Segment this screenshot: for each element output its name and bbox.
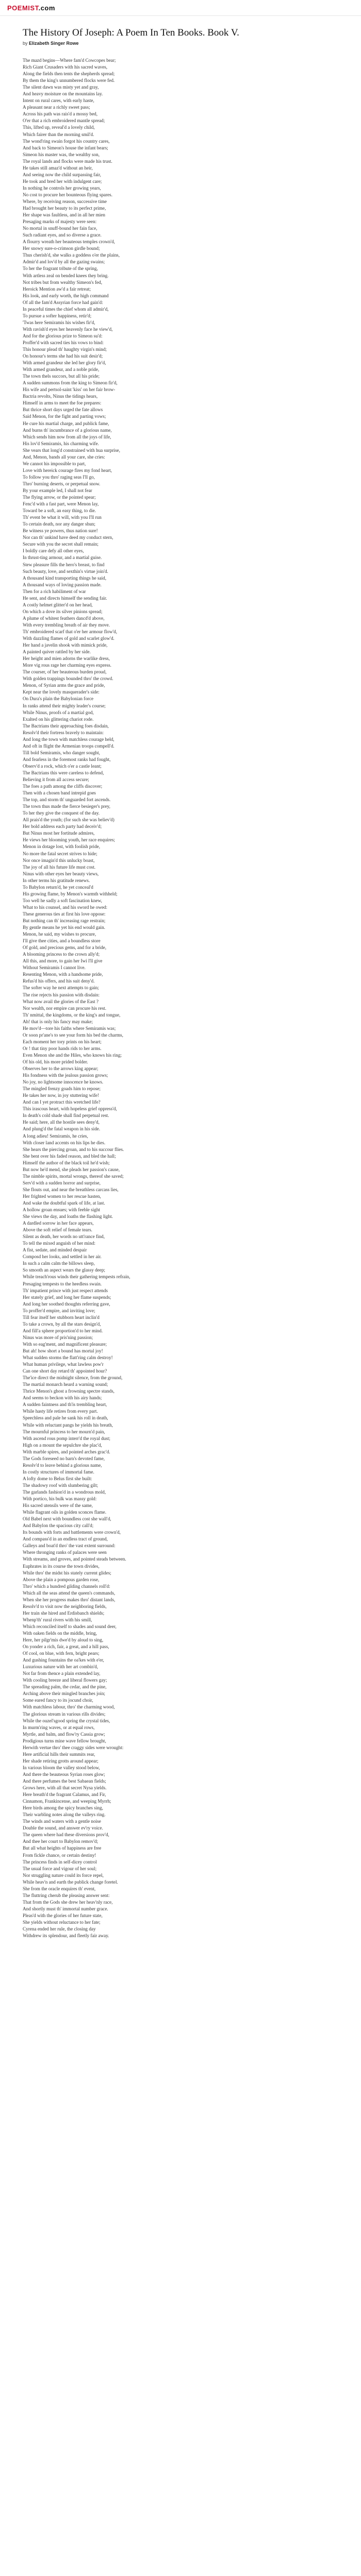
poem-line: He takes still amaz'd without an heir,	[23, 165, 93, 171]
poem-line: While thro' the midst his stately current glides;	[23, 1570, 111, 1575]
poem-line: Of cool, on blue, with fern, bright pears;	[23, 1651, 100, 1656]
poem-line: With armed grandeur, and a noble pride,	[23, 367, 100, 372]
poem-line: 'Twas here Semiramis his wishes fir'd,	[23, 319, 95, 325]
poem-line: With ascend rous pomp interr'd the royal dust;	[23, 1435, 110, 1441]
poem-line: But ah! how short a bound has mortal joy!	[23, 1348, 103, 1353]
poem-line: The Gods foreseed no barn's devoted fame,	[23, 1455, 105, 1461]
poem-line: By gentle means he yet his end would gain.	[23, 925, 105, 930]
poem-line: These generous ties at first his love oppose:	[23, 911, 106, 917]
poem-line: The mingled frenzy goads him to repose;	[23, 1086, 101, 1092]
poem-line: Here, her pilgr'mis dwe'd by aloud to sing,	[23, 1637, 104, 1643]
poem-line: To certain death, nor any danger shun;	[23, 521, 95, 527]
poem-line: While Ninus, proofs of a martial god,	[23, 709, 94, 715]
poem-line: Cyrena ended her rule, the closing day	[23, 1926, 96, 1932]
poem-line: To proffer'd empire, and inviting love;	[23, 1308, 95, 1313]
poem-line: All prais'd the youth; (for such she was believ'd)	[23, 817, 114, 823]
poem-line: Double the sound, and answer ev'ry voice.	[23, 1825, 103, 1831]
poem-line: His look, and early worth, the high command	[23, 293, 109, 298]
poem-line: Believing it from all access secure;	[23, 777, 89, 783]
poem-line: A pleasant near a richly sweet pass;	[23, 105, 90, 110]
poem-line: Arching above their mingled branches join;	[23, 1691, 105, 1697]
poem-line: Resenting Menon, with a handsome pride,	[23, 972, 103, 977]
poem-line: High on a mount the sepulchre she plac'd,	[23, 1442, 102, 1448]
poem-line: Secure with you the secret shall remain;	[23, 541, 99, 547]
poem-line: The town thus made the fierce besieger's prey,	[23, 804, 110, 809]
poem-line: Observ'd a rock, which o'er a castle leant;	[23, 763, 102, 769]
poem-line: Her height and mien adorns the warlike dress,	[23, 656, 110, 662]
poem-line: And for the glorious prize to Simeon su'd:	[23, 333, 103, 338]
poem-line: With oaken fields on the middle, bring,	[23, 1630, 97, 1636]
poem-line: Speechless and pale he sank his roll in death,	[23, 1415, 108, 1421]
poem-line: And back to Simeon's house the infant bears;	[23, 145, 108, 150]
poem-line: Her shade retiring grotts around appear;	[23, 1758, 99, 1764]
poem-line: No cost to procure her bounteous flying spares.	[23, 192, 113, 197]
poem-line: Which fairer than the morning smil'd.	[23, 131, 94, 137]
poem-line: Her frighted women to her rescue hasten,	[23, 1193, 101, 1199]
poem-line: The courser, of her beauteous burden proud,	[23, 669, 107, 675]
poem-line: To tell the mixed anguish of her mind:	[23, 1241, 95, 1246]
poem-line: Th' impatient prince with just respect attends	[23, 1287, 108, 1293]
poem-line: That from the Gods she drew her heav'nly race,	[23, 1899, 113, 1905]
poem-line: The'ice direct the midnight silence, from the ground,	[23, 1375, 123, 1381]
poem-line: In ranks attend their mighty leader's course;	[23, 703, 106, 708]
poem-line: In thrust-ting armour, and a martial guise.	[23, 555, 102, 561]
poem-line: Refus'd his offers, and his suit deny'd.	[23, 978, 95, 984]
poem-line: A sudden faintness and th'is trembling heart,	[23, 1402, 107, 1408]
header-bar	[0, 0, 361, 16]
poem-line: On Dura's plain the Babylonian force	[23, 696, 94, 702]
poem-line: The spreading palm, the cedar, and the pine,	[23, 1684, 107, 1690]
poem-line: With golden trappings bounded thro' the crowd.	[23, 676, 113, 682]
poem-line: Or ! that tiny poor hands rids to her arms.	[23, 1045, 102, 1051]
poem-line: Be witness ye powers, thus nation sure!	[23, 528, 98, 534]
poem-line: Then for a rich habiliment of war	[23, 588, 86, 594]
poem-line: With portico, his bulk was massy gold:	[23, 1496, 97, 1502]
poem-line: With ravish'd eyes her heavenly face he view'd,	[23, 326, 113, 332]
poem-line: This, lifted up, reveal'd a lovely child,	[23, 125, 95, 130]
poem-line: Prodigious turns mine wave fellow brought,	[23, 1738, 106, 1743]
poem-line: Had brought her beauty to its perfect prime,	[23, 206, 106, 211]
poem-line: A sudden summons from the king to Simeon fir'd,	[23, 380, 118, 386]
poem-line: And thee her court to Babylon remov'd;	[23, 1839, 99, 1844]
poem-line: Heroick Mention aw'd a fair retreat;	[23, 286, 91, 292]
poem-line: What sudden storms the flatt'ring calm destroy!	[23, 1355, 113, 1361]
poem-line: Simeon his master was, the wealthy son,	[23, 151, 100, 157]
poem-line: Stew pleasure fills the hero's breast, to find	[23, 562, 105, 567]
poem-line: And heavy moisture on the mountains lay.	[23, 91, 103, 97]
poem-line: His wife and pertsol-saint 'kiss' on her fair brow-	[23, 387, 116, 393]
poem-line: And compass'd in an endless tract of ground,	[23, 1536, 108, 1542]
poem-line: And there perfumes the best Sabaean fields;	[23, 1778, 106, 1784]
poem-line: When she her progress makes thro' distant lands,	[23, 1597, 116, 1602]
byline-prefix: by	[23, 41, 28, 46]
poem-line: And there the beauteous Syrian roses glow;	[23, 1771, 105, 1777]
poem-line: Above the plain a pompous garden rose,	[23, 1577, 100, 1582]
poem-line: Her stately grief, and long her flame suspends;	[23, 1294, 111, 1300]
poem-line: Admir'd and lov'd by all the gazing swains;	[23, 259, 105, 265]
poem-line: While flagrant oils in golden sconces flame.	[23, 1510, 107, 1515]
poem-line: Each moment her tory prints on his heart;	[23, 1039, 102, 1044]
poem-line: The princess finds in self-dicey control	[23, 1859, 97, 1865]
poem-line: A thousand ways of loving passion made.	[23, 582, 102, 587]
poem-line: Intent on rural cares, with early haste,	[23, 98, 94, 104]
poem-line: And gushing fountains the oa'kes with e'er,	[23, 1657, 104, 1663]
poem-line: Her shape was faultless, and in all her mien	[23, 212, 105, 218]
poem-line: And fearless in the foremost ranks had fought,	[23, 756, 111, 762]
poem-line: To her the fragrant tribute of the spring,	[23, 266, 98, 272]
poem-line: She hears the piercing groan, and to his succour flies.	[23, 1146, 124, 1152]
poem-line: The wond'ring swain forgot his country cares,	[23, 138, 110, 144]
poem-line: Can one short day retard th' appointed hour?	[23, 1368, 107, 1374]
poem-line: Too well he sadly a soft fascination knew,	[23, 897, 102, 903]
poem-line: The glorious stream in various rills divides;	[23, 1711, 106, 1717]
poem-line: She views the day, and loaths the flashing light.	[23, 1214, 113, 1219]
poem-line: While treach'rous winds their gathering tempests refrain,	[23, 1274, 130, 1280]
poem-line: And plung'd the fatal weapon in his side.	[23, 1126, 101, 1132]
poem-line: Nor wealth, nor empire can procure his rest.	[23, 1005, 106, 1011]
poem-line: We cannot his impossible to part,	[23, 461, 86, 466]
author-link[interactable]: Elizabeth Singer Rowe	[29, 41, 79, 46]
poem-byline	[23, 41, 338, 46]
poem-line: But nothing can th' increasing rage restrain;	[23, 918, 106, 923]
poem-line: With cooling breeze and liberal flowers gay;	[23, 1677, 107, 1683]
poem-line: The flying arrow, or the pointed spear;	[23, 495, 96, 500]
poem-line: The queen where had these diversions prov'd,	[23, 1832, 109, 1838]
poem-line: Luxurious nature with her art combin'd,	[23, 1664, 99, 1670]
poem-line: Nor once imagin'd this unlucky boast,	[23, 857, 95, 863]
poem-line: On yonder a rich, fair, a great, and a hill pass,	[23, 1644, 109, 1650]
poem-line: With artless zeal on bended knees they bring.	[23, 273, 109, 278]
poem-line: So smooth an aspect wears the glassy deep;	[23, 1267, 105, 1273]
poem-line: Menon in dotage lost, with foolish pride,	[23, 844, 101, 850]
poem-line: Observes her to the arrows king appear;	[23, 1066, 99, 1072]
poem-line: He took and bred her with indulgent care;	[23, 178, 102, 184]
poem-line: In murm'ring waves, or at equal rows,	[23, 1724, 95, 1730]
poem-line: She flouts out, and near the breathless carcass lies,	[23, 1187, 119, 1192]
poem-line: This honour plead th' haughty virgin's mind;	[23, 347, 107, 352]
poem-line: And seems to beckon with his airy hands;	[23, 1395, 102, 1401]
poem-line: In nothing he controls her growing years,	[23, 185, 101, 191]
poem-line: Their warbling notes along the valleys ring.	[23, 1812, 106, 1818]
poem-line: In death's cold shade shall find perpetual rest.	[23, 1113, 109, 1118]
poem-line: To take a crown, by all the stars design'd,	[23, 1321, 101, 1327]
poem-line: He sent, and directs himself the sending fair.	[23, 595, 107, 601]
poem-line: Rich Giant Crusaders with his sacred waves,	[23, 64, 108, 70]
poem-line: Nor can th' unkind have deed my conduct stern,	[23, 535, 113, 540]
poem-line: While the ouzel'sgood spring the crystal tides,	[23, 1718, 110, 1723]
poem-line: The shadowy roof with slumbering gilt;	[23, 1482, 99, 1488]
poem-line: Ninus with other eyes her beauty views,	[23, 871, 99, 876]
poem-line: Toward be a soft, an easy thing, to die.	[23, 508, 96, 514]
poem-line: While heav'n and earth the publick change foretel.	[23, 1879, 118, 1885]
poem-line: Thro' burning deserts, or perpetual snow.	[23, 481, 101, 486]
poem-line: And can I yet protract this wretched life?	[23, 1099, 101, 1105]
poem-line: Kept near the lovely masquerader's side:	[23, 689, 100, 695]
poem-line: And shortly must th' immortal number grace.	[23, 1906, 108, 1911]
poem-line: With closer land accents on his lips he dies.	[23, 1140, 106, 1145]
site-logo[interactable]: POEMIST.com	[7, 4, 55, 12]
poem-line: Then with a chosen band intrepid goes	[23, 790, 96, 796]
poem-line: The Bactrians this were careless to defend,	[23, 770, 104, 775]
poem-line: Her bold address each party had deceiv'd;	[23, 824, 102, 829]
poem-line: Above the soft relief of female tears.	[23, 1227, 92, 1233]
poem-line: But thrice short days urged the fate allows	[23, 407, 103, 413]
poem-line: Euphrates in its course the town divides,	[23, 1563, 100, 1569]
poem-line: Which reconciled itself to shades and sound deer,	[23, 1623, 117, 1629]
poem-line: And oft in flight the Armenian troops compell'd.	[23, 743, 114, 749]
poem-line: The royal lands and flocks were made his trust.	[23, 158, 112, 164]
poem-line: The martial monarch heard a warning sound;	[23, 1382, 108, 1387]
poem-line: The Bactrians their approaching foes disdain,	[23, 723, 109, 728]
poem-line: Which sends him now from all the joys of life,	[23, 434, 111, 439]
poem-line: A fist, sedate, and minded despair	[23, 1247, 87, 1253]
poem-line: A flourry wreath her beauteous temples crown'd,	[23, 239, 115, 245]
poem-line: What now avail the glories of the East ?	[23, 998, 99, 1004]
poem-line: Grows here, with all that secret Nysa yields.	[23, 1785, 107, 1791]
poem-line: Which all the seas attend the queen's commands,	[23, 1590, 116, 1596]
poem-line: Or soon pr'ane's to see your form his bed the charms,	[23, 1032, 123, 1038]
poem-line: Where, by receiving reason, successive time	[23, 198, 107, 204]
poem-line: A hollow groan ensues; with feeble sight	[23, 1207, 101, 1213]
poem-line: To her they give the conquest of the day.	[23, 810, 100, 816]
poem-line: Presaging marks of majesty were seen:	[23, 219, 97, 225]
poem-title: The History Of Joseph: A Poem In Ten Books. Book V.	[23, 27, 239, 38]
poem-line: Of his old, his more prided bolder.	[23, 1059, 88, 1064]
poem-line: Resolv'd to leave behind a glorious name,	[23, 1462, 102, 1468]
poem-line: Myrtle, and balm, and flow'ry Cassia grow;	[23, 1731, 105, 1737]
poem-line: Nor struggling nature could its force repel,	[23, 1872, 104, 1878]
poem-line: He takes her now, in joy stuttering wife!	[23, 1093, 99, 1098]
poem-line: Presaging tempests to the heedless swain.	[23, 1281, 102, 1286]
poem-line: Her train she hired and Erdisbanch shields;	[23, 1610, 105, 1616]
poem-line: Serv'd with a sudden horror and surprise,	[23, 1180, 101, 1185]
poem-line: While hasty life retires from every part.	[23, 1409, 98, 1414]
poem-line: Her snowy sure-o-crimson girdle bound;	[23, 246, 100, 251]
poem-line: Menon, he said, my wishes to procure,	[23, 931, 96, 937]
poem-line: Across his path was rais'd a mossy bed,	[23, 111, 98, 117]
poem-line: Without Semiramis I cannot live.	[23, 965, 86, 971]
poem-line: A long adieu! Semiramis, he cries,	[23, 1133, 88, 1139]
poem-line: By your example led, I shall not fear	[23, 488, 92, 493]
poem-line: Composd her looks, and settled in her air.	[23, 1254, 102, 1260]
poem-line: No more the fatal secret strives to hide;	[23, 851, 97, 856]
poem-line: With matchless labour, thro' the charming wood,	[23, 1704, 115, 1710]
poem-line: This irascous heart, with hopeless grief oppress'd,	[23, 1106, 117, 1112]
poem-line: By them the king's unnumbered flocks were fed.	[23, 78, 115, 83]
poem-line: And Babylon the spacious city call'd;	[23, 1523, 94, 1529]
poem-line: Ah! that is only his fancy may make;	[23, 1019, 93, 1024]
poem-line: A dardled sorrow in her face appears,	[23, 1221, 94, 1226]
poem-line: The mazd begins—Where fam'd Cowcopes bear;	[23, 58, 116, 63]
poem-line: Silent as death, her words no utt'rance find,	[23, 1234, 105, 1240]
poem-line: But now he'd mend, she pleads her passion's cause,	[23, 1166, 120, 1172]
poem-line: The foes a path among the cliffs discover;	[23, 784, 103, 789]
poem-line: He mov'd—tore his faiths where Semiramis was;	[23, 1025, 116, 1031]
poem-line: Proffer'd with sacred ties his vows to bind:	[23, 340, 104, 345]
poem-line: Resolv'd to visit now the neighboring fields,	[23, 1603, 107, 1609]
poem-line: He views her blooming youth, her race enquires;	[23, 837, 116, 843]
poem-line: Th' nmittal, the kingdoms, or the king's and tongue,	[23, 1012, 121, 1018]
poem-line: The winds and waters with a gentle noise	[23, 1819, 101, 1824]
poem-line: Resolv'd their fortress bravely to maintain:	[23, 730, 104, 735]
poem-line: The garlands fashion'd in a wondrous mold,	[23, 1489, 106, 1495]
poem-line: His sacred utensils were of the same,	[23, 1503, 93, 1509]
poem-line: The top, and storm th' unguarded fort ascends.	[23, 797, 111, 803]
poem-line: Along the fields then tents the shepherds spread;	[23, 71, 115, 77]
poem-line: No mortal in snuff-bound her fain face,	[23, 226, 97, 231]
poem-line: Exalted on his glittering chariot rode.	[23, 716, 94, 722]
poem-line: His lov'd Semiramis, his charming wife.	[23, 440, 99, 446]
poem-line: Of all the fam'd Assyrian force had gain'd:	[23, 299, 103, 305]
poem-line: Till bold Semiramis, who danger sought,	[23, 750, 100, 755]
poem-line: Even Menon she and the Hiles, who knows his ring;	[23, 1052, 122, 1058]
poem-line: Herwith vertue thro' thee craggy sides were wrought:	[23, 1744, 124, 1750]
poem-line: From fickle chance, or certain destiny!	[23, 1852, 96, 1858]
poem-line: Menon, of Syrian arms the grace and pride,	[23, 683, 105, 688]
poem-line: Not tribes but from wealthy Simeon's fed,	[23, 279, 102, 285]
poem-line: And, Menon, bands all your care, she cries:	[23, 454, 105, 460]
poem-line: Pleas'd with the glories of her future state,	[23, 1912, 103, 1918]
poem-line: She from the oracle enquires th' event,	[23, 1886, 96, 1891]
poem-line: Galleys and boat'd thro' the vast extent surround:	[23, 1543, 116, 1549]
poem-line: Its bounds with forts and battlements were crown'd,	[23, 1530, 121, 1535]
poem-line: A painted quiver rattled by her side.	[23, 649, 91, 655]
poem-line: A lofty dome to Belus first she built:	[23, 1476, 92, 1481]
poem-line: Here artificial hills their summits rear,	[23, 1751, 95, 1757]
poem-line: And fill'a sphere proportion'd to her mind.	[23, 1328, 103, 1333]
poem-line: To follow you thro' raging seas I'll go,	[23, 474, 95, 480]
poem-line: To pursue a softer happiness, retir'd;	[23, 313, 92, 318]
poem-line: A plume of whitest feathers dancd'd above,	[23, 615, 105, 621]
poem-line: Some eared fancy to its jocund choir,	[23, 1698, 93, 1703]
poem-line: Himself the author of the black toil he'd wish;	[23, 1160, 110, 1165]
poem-line: His growing flame, by Menon's warmth withheld;	[23, 891, 118, 896]
poem-line: I'll give thee cities, and a boundless store	[23, 938, 101, 944]
poem-line: And long her soothed thoughts referring gave,	[23, 1301, 110, 1307]
poem-line: Th' embroidered scarf that o'er her armour flow'd,	[23, 629, 118, 634]
poem-line: The mournful princess to her mourn'd pain,	[23, 1429, 105, 1434]
poem-line: Cinnamon, Frankincense, and weeping Myrrh;	[23, 1799, 111, 1804]
poem-line: The softer way he next attempts to gain;	[23, 985, 99, 991]
poem-line: All this, and more, to gain her Iwi l'll give	[23, 958, 103, 964]
poem-line: Here breath'd the fragrant Calamus, and Fir,	[23, 1792, 106, 1798]
poem-line: He said; here, all the hostile sees deny'd,	[23, 1120, 100, 1125]
poem-line: Himself in arms to meet the foe prepares:	[23, 400, 102, 406]
poem-line: What to his counsel, and his sword he owed:	[23, 904, 108, 910]
poem-line: His fondness with the jealous passion grows;	[23, 1073, 108, 1078]
poem-line: A costly helmet glitter'd on her head,	[23, 602, 93, 607]
poem-line: Love with hereick courage fires my fond heart,	[23, 467, 112, 473]
poem-line: What human privilege, what lawless pow'r	[23, 1362, 104, 1367]
poem-line: The nimble spirits, mortal wrongs, thereof she saved;	[23, 1173, 124, 1179]
poem-line: Thro' which a hundred gilding channels roll'd:	[23, 1583, 110, 1589]
poem-line: In peaceful times the chief whom all admir'd,	[23, 306, 109, 312]
poem-line: The rise rejects his passion with disdain:	[23, 992, 100, 997]
poem-line: Till fear itself her stubborn heart inclin'd	[23, 1314, 100, 1320]
poem-line: A thousand kind transporting things he said,	[23, 575, 107, 581]
poem-line: In such a calm calm the billows sleep,	[23, 1261, 95, 1266]
poem-line: With dazzling flames of gold and scarlet glow'd.	[23, 636, 114, 641]
poem-line: With marble spires, and pointed arches grac'd.	[23, 1449, 110, 1454]
poem-line: On which a dove its silver pinions spread;	[23, 608, 103, 614]
poem-line: While with reluctant pangs he yields his breath,	[23, 1422, 113, 1428]
poem-line: More vig rous rage her charming eyes express.	[23, 663, 111, 668]
poem-line: And long the town with matchless courage held,	[23, 736, 114, 742]
poem-line: Such radiant eyes, and so diverse a grace.	[23, 232, 102, 238]
poem-line: Thrice Menon's ghost a frowning spectre stands,	[23, 1388, 114, 1394]
poem-content	[0, 16, 361, 1939]
poem-line: Bactria revolts, Ninus the tidings hears,	[23, 394, 98, 399]
poem-line: Such beauty, love, and sexthin's virtue join'd.	[23, 568, 108, 574]
poem-line: She bent over his faded reason, and bled the hall;	[23, 1153, 116, 1159]
poem-line: Old Babel next with boundless cost she wall'd,	[23, 1516, 111, 1522]
poem-line: With armed grandeur she led her glory fir'd,	[23, 360, 106, 366]
poem-line: Fenc'd with a fast part, were Menon lay,	[23, 501, 99, 507]
poem-line: The fluttring cherub the pleasing answer sent:	[23, 1892, 110, 1898]
poem-line: The usual force and vigour of her soul;	[23, 1866, 97, 1871]
poem-line: Here birds among the spicy branches sing,	[23, 1805, 103, 1811]
poem-line: A blooming princess to the crown ally'd;	[23, 952, 100, 957]
poem-line: Of gold, and precious gems, and for a bride,	[23, 945, 107, 951]
poem-line: On honour's terms she had his suit desir'd;	[23, 353, 103, 359]
poem-line: The joy of all his future life must cost.	[23, 864, 96, 870]
poem-line: She vears that long'd constrained with hua surprise,	[23, 447, 120, 453]
poem-line: But Ninus most her fortitude admires,	[23, 831, 95, 836]
poem-line: And burns th' incumbrance of a glorious name,	[23, 427, 112, 433]
poem-line: No joy, no lightsome innocence he knows.	[23, 1079, 104, 1085]
poem-line: Th' event be what it will, with you I'll run	[23, 515, 102, 520]
poem-line: And wake the doubtful spark of life, at last.	[23, 1200, 105, 1206]
poem-line: The town thels succors, but all his pride;	[23, 374, 100, 379]
poem-line: I boldly care defy all other eyes,	[23, 548, 84, 554]
poem-line: Her hand a javelin shook with mimick pride,	[23, 642, 108, 648]
poem-line: Not far from thence a plain extended lay,	[23, 1671, 101, 1676]
poem-line: In various bloom the valley stood below,	[23, 1765, 100, 1770]
poem-line: Whenp'th' rural rivers with his smill,	[23, 1617, 92, 1622]
poem-line: In other terms his gratitude renews.	[23, 877, 90, 883]
poem-line: Where thronging ranks of palaces were seen	[23, 1550, 107, 1555]
poem-line: He cure his martial charge, and publick fame,	[23, 420, 109, 426]
poem-line: In costly structures of immortal fame.	[23, 1469, 94, 1475]
poem-line: Ninus was more of pris'ning passion;	[23, 1334, 93, 1340]
poem-line: With streams, and groves, and pointed steads between.	[23, 1556, 126, 1562]
poem-line: With every trembling breath of air they move.	[23, 622, 110, 628]
poem-line: And seeing now the child surpassing fair,	[23, 172, 101, 177]
poem-line: Thus cherish'd, she walks a goddess o'er the plains,	[23, 252, 120, 258]
poem-line: Withdrew its splendour, and fleetly fair away.	[23, 1933, 109, 1939]
poem-line: O'er that a rich embroidered mantle spread;	[23, 118, 105, 124]
poem-line: With so eag'ment, and magnificent pleasure;	[23, 1341, 107, 1347]
poem-line: The silent dawn was misty yet and gray,	[23, 84, 99, 90]
poem-line: She yields without reluctance to her fate;	[23, 1919, 101, 1925]
poem-body	[23, 57, 338, 1939]
poem-line: Said Menon, for the fight and parting vows;	[23, 414, 106, 419]
poem-line: To Babylon return'd, he yet conceal'd	[23, 884, 93, 890]
poem-line: But all what heights of happiness are free	[23, 1845, 102, 1851]
